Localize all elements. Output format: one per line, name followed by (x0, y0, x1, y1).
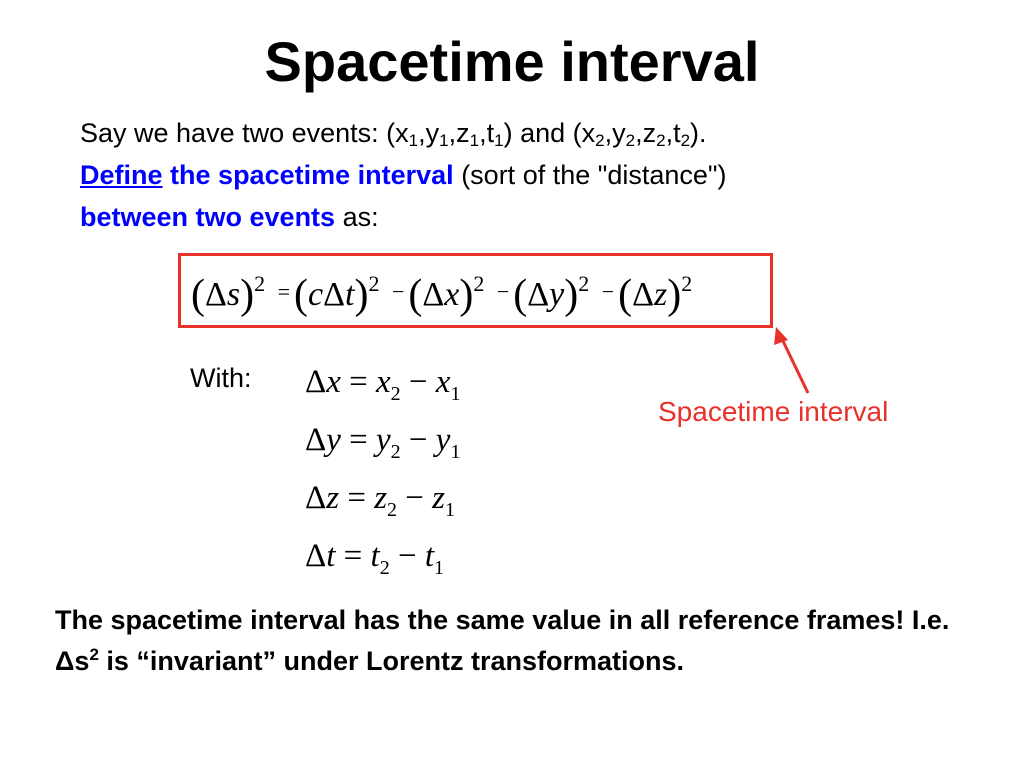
interval-emphasis: the spacetime interval (170, 160, 454, 190)
interval-equation-box (178, 253, 773, 328)
intro-line-1: Say we have two events: $(x_1,y_1,z_1,t_1)$ and $(x_2,y_2,z_2,t_2)$. (80, 118, 707, 150)
with-label: With: (190, 363, 252, 393)
callout-arrow-icon (760, 325, 820, 400)
define-emphasis: Define (80, 160, 163, 190)
invariance-statement: The spacetime interval has the same value in all reference frames! I.e. $\Delta s^2$ is “invariant” under Lorentz transformations. (55, 605, 950, 676)
intro-line-3: between two events as: (80, 202, 379, 232)
definition-row: $\Delta z = z_2 - z_1$ (305, 480, 456, 521)
callout-label: Spacetime interval (658, 396, 889, 427)
slide-title: Spacetime interval (264, 30, 760, 93)
definition-row: $\Delta y = y_2 - y_1$ (305, 422, 461, 463)
intro-text (80, 112, 980, 238)
definition-row: $\Delta x = x_2 - x_1$ (305, 364, 461, 405)
intro-line-2: Define the spacetime interval (sort of the "distance") (80, 160, 727, 190)
definition-row: $\Delta t = t_2 - t_1$ (305, 538, 444, 579)
interval-equation: $(\Delta s)^2 =(c\Delta t)^2 -(\Delta x)^2 -(\Delta y)^2 -(\Delta z)^2$ (191, 271, 693, 318)
between-emphasis: between two events (80, 202, 336, 232)
delta-definitions (305, 357, 460, 589)
